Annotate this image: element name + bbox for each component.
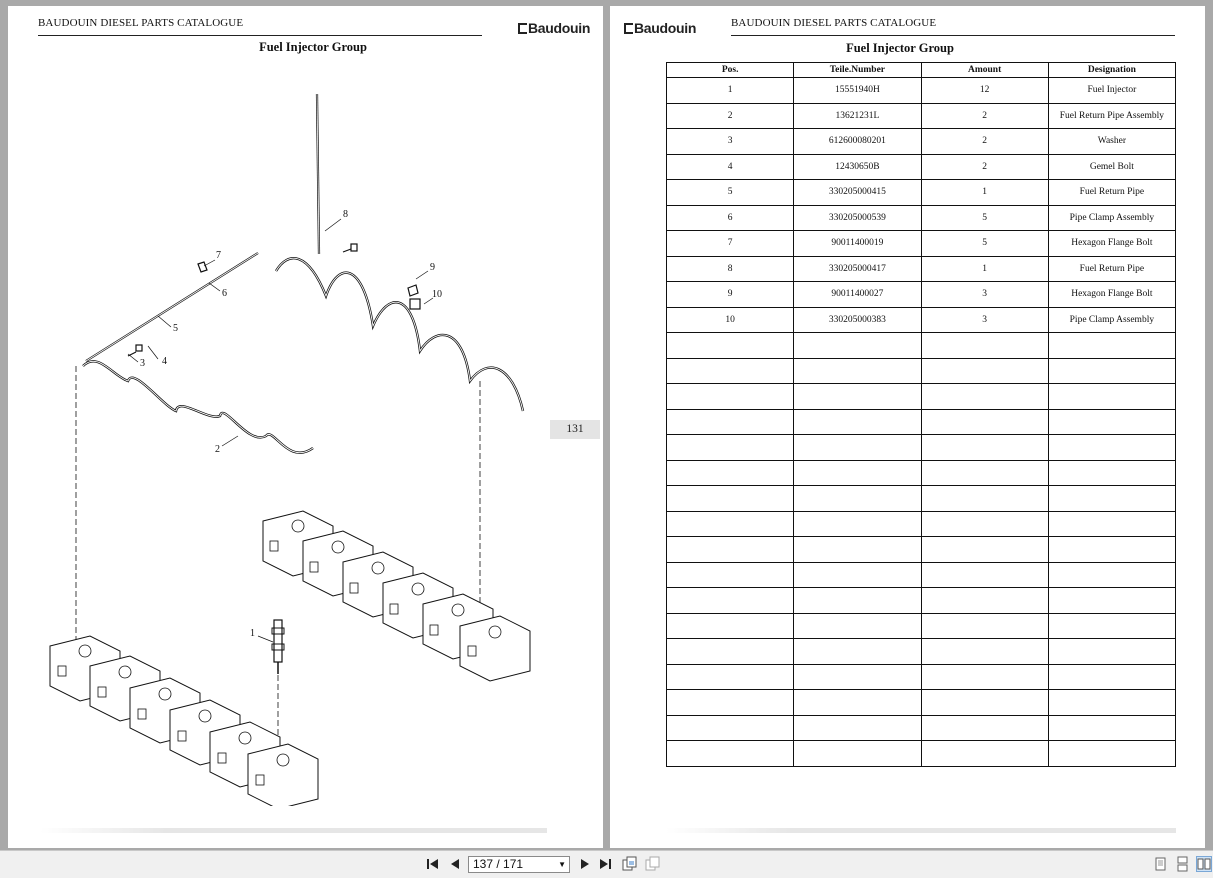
cell-designation: Fuel Injector (1048, 78, 1175, 104)
cell-pos: 5 (667, 180, 794, 206)
empty-cell (921, 384, 1048, 410)
right-page (610, 6, 1205, 848)
cell-designation: Hexagon Flange Bolt (1048, 282, 1175, 308)
table-row (667, 154, 1176, 180)
cell-pos: 2 (667, 103, 794, 129)
table-row-empty (667, 613, 1176, 639)
empty-cell (667, 639, 794, 665)
cell-amount: 5 (921, 205, 1048, 231)
table-row (667, 180, 1176, 206)
empty-cell (1048, 435, 1175, 461)
empty-cell (1048, 537, 1175, 563)
empty-cell (921, 358, 1048, 384)
empty-cell (921, 435, 1048, 461)
callout-9: 9 (430, 262, 435, 273)
callout-5: 5 (173, 323, 178, 334)
table-row (667, 282, 1176, 308)
empty-cell (921, 715, 1048, 741)
empty-cell (921, 409, 1048, 435)
table-row-empty (667, 409, 1176, 435)
page-indicator: 137 / 171 (473, 857, 524, 871)
empty-cell (1048, 511, 1175, 537)
cell-pos: 1 (667, 78, 794, 104)
empty-cell (794, 741, 921, 767)
empty-cell (1048, 460, 1175, 486)
table-row-empty (667, 664, 1176, 690)
empty-cell (667, 588, 794, 614)
empty-cell (921, 639, 1048, 665)
empty-cell (667, 715, 794, 741)
empty-cell (1048, 333, 1175, 359)
table-row (667, 231, 1176, 257)
empty-cell (667, 333, 794, 359)
callout-8: 8 (343, 209, 348, 220)
parts-table (666, 62, 1176, 767)
empty-cell (1048, 741, 1175, 767)
cell-amount: 1 (921, 256, 1048, 282)
brand-name: Baudouin (634, 20, 697, 36)
table-row-empty (667, 460, 1176, 486)
table-row-empty (667, 435, 1176, 461)
empty-cell (921, 333, 1048, 359)
empty-cell (667, 537, 794, 563)
rotate-icon[interactable] (622, 856, 638, 872)
callout-4: 4 (162, 356, 167, 367)
empty-cell (921, 690, 1048, 716)
chevron-down-icon: ▼ (558, 860, 566, 869)
empty-cell (794, 715, 921, 741)
prev-page-icon[interactable] (448, 856, 462, 872)
footer-band (40, 828, 547, 833)
group-title: Fuel Injector Group (846, 41, 954, 55)
callout-2: 2 (215, 444, 220, 455)
cell-amount: 3 (921, 282, 1048, 308)
table-row-empty (667, 690, 1176, 716)
empty-cell (794, 639, 921, 665)
left-page (8, 6, 603, 848)
cell-part-number: 90011400027 (794, 282, 921, 308)
empty-cell (667, 460, 794, 486)
empty-cell (667, 384, 794, 410)
cell-designation: Hexagon Flange Bolt (1048, 231, 1175, 257)
callout-3: 3 (140, 358, 145, 369)
table-row-empty (667, 358, 1176, 384)
brand-logo (624, 20, 696, 36)
cell-part-number: 330205000417 (794, 256, 921, 282)
empty-cell (921, 741, 1048, 767)
empty-cell (794, 435, 921, 461)
table-row-empty (667, 511, 1176, 537)
cell-part-number: 612600080201 (794, 129, 921, 155)
cell-pos: 10 (667, 307, 794, 333)
callout-10: 10 (432, 289, 442, 300)
left-page-number: 131 (550, 420, 600, 439)
cell-amount: 2 (921, 154, 1048, 180)
cell-pos: 3 (667, 129, 794, 155)
cell-part-number: 12430650B (794, 154, 921, 180)
empty-cell (1048, 358, 1175, 384)
empty-cell (794, 511, 921, 537)
empty-cell (1048, 690, 1175, 716)
empty-cell (794, 690, 921, 716)
empty-cell (921, 511, 1048, 537)
empty-cell (1048, 613, 1175, 639)
cell-designation: Gemel Bolt (1048, 154, 1175, 180)
first-page-icon[interactable] (426, 856, 440, 872)
empty-cell (794, 537, 921, 563)
parts-table-header (667, 63, 1176, 78)
column-header-amount: Amount (921, 63, 1048, 78)
empty-cell (794, 562, 921, 588)
footer-band (666, 828, 1176, 833)
cell-amount: 2 (921, 103, 1048, 129)
cell-designation: Pipe Clamp Assembly (1048, 307, 1175, 333)
empty-cell (667, 511, 794, 537)
single-page-view-icon[interactable] (1154, 856, 1168, 872)
empty-cell (667, 690, 794, 716)
column-header-designation: Designation (1048, 63, 1175, 78)
table-row (667, 129, 1176, 155)
callout-6: 6 (222, 288, 227, 299)
cell-designation: Washer (1048, 129, 1175, 155)
table-row-empty (667, 639, 1176, 665)
empty-cell (1048, 664, 1175, 690)
column-header-part-number: Teile.Number (794, 63, 921, 78)
empty-cell (1048, 384, 1175, 410)
empty-cell (794, 384, 921, 410)
table-row-empty (667, 537, 1176, 563)
group-title: Fuel Injector Group (259, 40, 367, 54)
table-row (667, 205, 1176, 231)
empty-cell (921, 562, 1048, 588)
empty-cell (794, 333, 921, 359)
cell-part-number: 13621231L (794, 103, 921, 129)
next-page-icon[interactable] (578, 856, 592, 872)
table-row-empty (667, 384, 1176, 410)
table-row-empty (667, 333, 1176, 359)
empty-cell (1048, 562, 1175, 588)
empty-cell (794, 409, 921, 435)
last-page-icon[interactable] (598, 856, 612, 872)
empty-cell (921, 613, 1048, 639)
cell-amount: 1 (921, 180, 1048, 206)
empty-cell (667, 562, 794, 588)
empty-cell (1048, 639, 1175, 665)
cell-pos: 9 (667, 282, 794, 308)
cell-part-number: 330205000415 (794, 180, 921, 206)
cell-part-number: 330205000539 (794, 205, 921, 231)
table-row-empty (667, 715, 1176, 741)
table-row (667, 307, 1176, 333)
empty-cell (794, 460, 921, 486)
empty-cell (667, 664, 794, 690)
cell-designation: Pipe Clamp Assembly (1048, 205, 1175, 231)
cell-amount: 5 (921, 231, 1048, 257)
viewer-toolbar (0, 850, 1213, 878)
table-row (667, 78, 1176, 104)
brand-name: Baudouin (528, 20, 591, 36)
cell-designation: Fuel Return Pipe (1048, 180, 1175, 206)
table-row (667, 103, 1176, 129)
table-row-empty (667, 741, 1176, 767)
empty-cell (1048, 588, 1175, 614)
cell-pos: 7 (667, 231, 794, 257)
two-page-view-icon[interactable] (1196, 856, 1212, 872)
empty-cell (794, 358, 921, 384)
empty-cell (1048, 486, 1175, 512)
cell-amount: 2 (921, 129, 1048, 155)
empty-cell (667, 358, 794, 384)
empty-cell (794, 613, 921, 639)
table-row-empty (667, 588, 1176, 614)
empty-cell (794, 588, 921, 614)
fit-icon[interactable] (645, 856, 661, 872)
column-header-pos: Pos. (667, 63, 794, 78)
empty-cell (1048, 409, 1175, 435)
empty-cell (667, 613, 794, 639)
cell-pos: 8 (667, 256, 794, 282)
cell-part-number: 90011400019 (794, 231, 921, 257)
empty-cell (921, 664, 1048, 690)
catalogue-title: BAUDOUIN DIESEL PARTS CATALOGUE (731, 17, 937, 29)
exploded-parts-diagram (8, 6, 603, 806)
empty-cell (667, 409, 794, 435)
empty-cell (794, 486, 921, 512)
empty-cell (921, 460, 1048, 486)
page-number-select[interactable] (468, 856, 570, 873)
empty-cell (921, 588, 1048, 614)
cell-designation: Fuel Return Pipe (1048, 256, 1175, 282)
empty-cell (667, 435, 794, 461)
table-row-empty (667, 486, 1176, 512)
empty-cell (667, 741, 794, 767)
empty-cell (921, 486, 1048, 512)
continuous-view-icon[interactable] (1176, 856, 1190, 872)
cell-part-number: 330205000383 (794, 307, 921, 333)
cell-amount: 3 (921, 307, 1048, 333)
empty-cell (921, 537, 1048, 563)
table-row (667, 256, 1176, 282)
cell-designation: Fuel Return Pipe Assembly (1048, 103, 1175, 129)
cell-pos: 4 (667, 154, 794, 180)
cell-amount: 12 (921, 78, 1048, 104)
catalogue-title: BAUDOUIN DIESEL PARTS CATALOGUE (38, 17, 244, 29)
empty-cell (667, 486, 794, 512)
header-rule (731, 35, 1175, 36)
callout-1: 1 (250, 628, 255, 639)
callout-7: 7 (216, 250, 221, 261)
logo-mark-icon (624, 23, 633, 34)
table-row-empty (667, 562, 1176, 588)
cell-part-number: 15551940H (794, 78, 921, 104)
empty-cell (1048, 715, 1175, 741)
empty-cell (794, 664, 921, 690)
cell-pos: 6 (667, 205, 794, 231)
